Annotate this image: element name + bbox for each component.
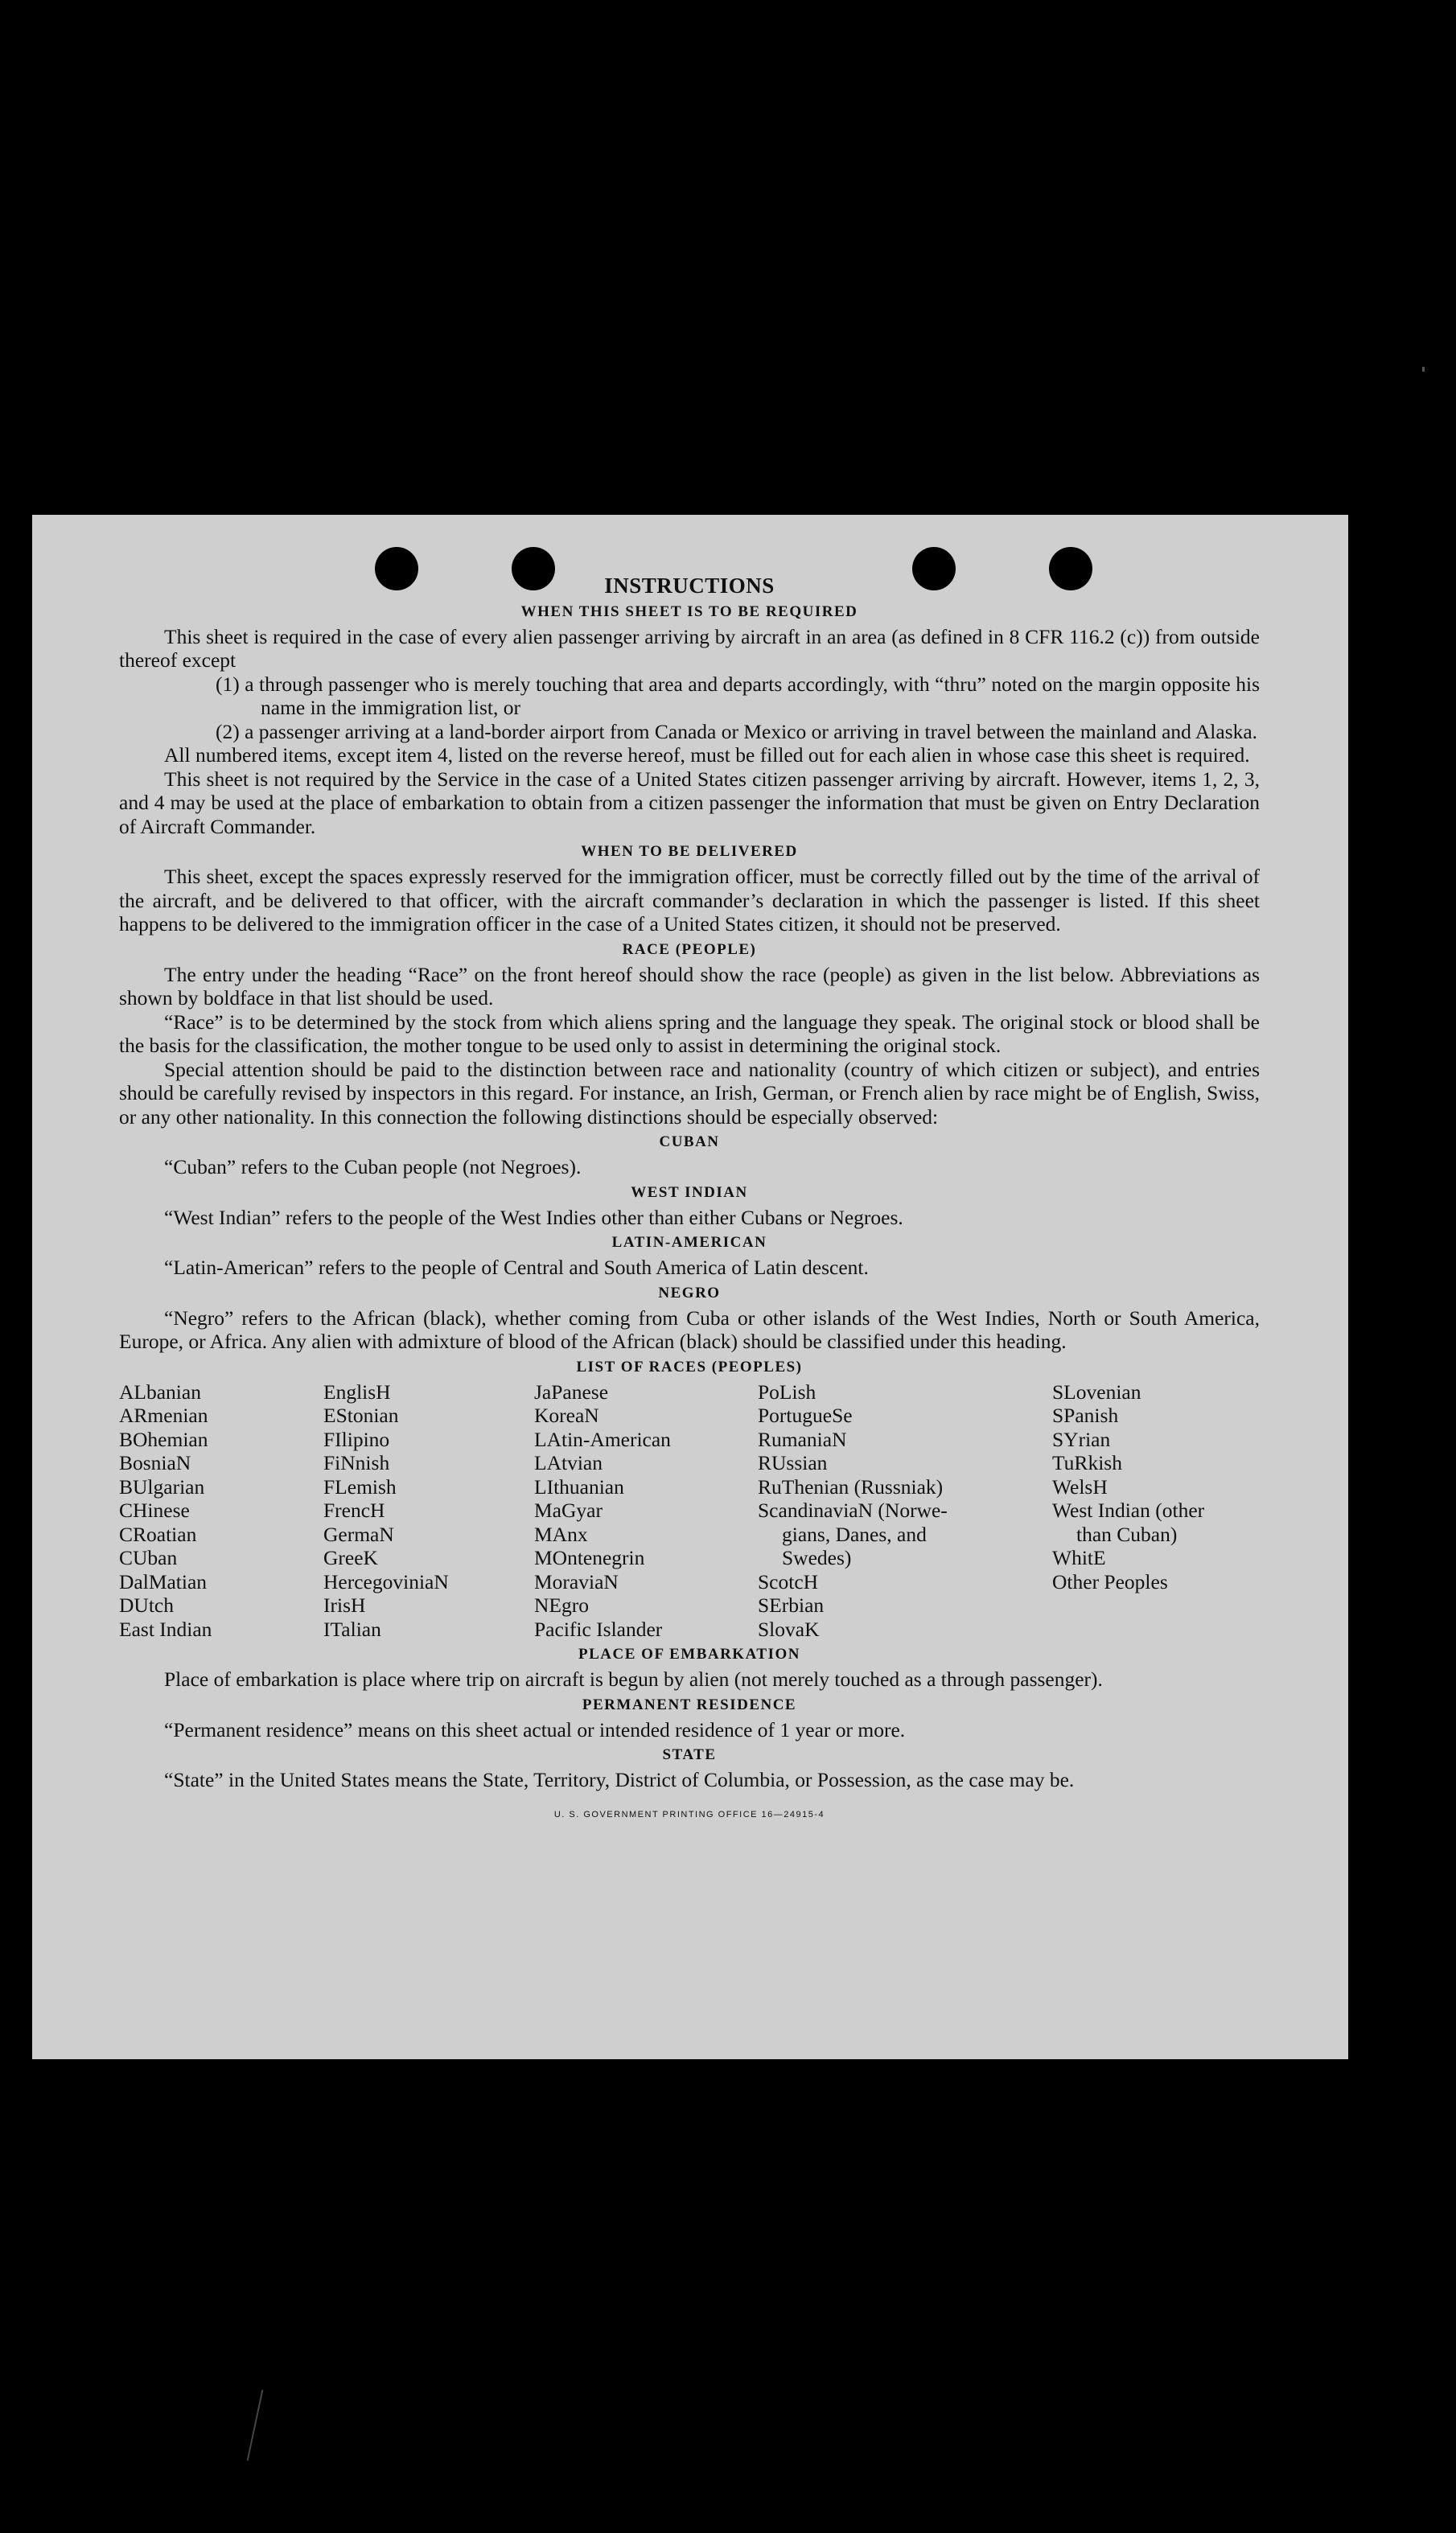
printer-imprint: U. S. GOVERNMENT PRINTING OFFICE 16—24915-4 xyxy=(553,1809,825,1820)
paragraph: “Race” is to be determined by the stock from which aliens spring and the language they speak. The original stock or blood shall be the basis for the classification, the mother tongue to be used only to assist in determining the original stock. xyxy=(119,1009,1260,1057)
race-entry: Pacific Islander xyxy=(534,1617,663,1641)
race-entry: FiNnish xyxy=(323,1451,390,1474)
race-entry: SPanish xyxy=(1052,1404,1119,1427)
races-list xyxy=(119,1380,1260,1642)
scan-speck xyxy=(247,2390,264,2461)
section-heading-latin-american: LATIN-AMERICAN xyxy=(611,1234,767,1251)
races-column xyxy=(323,1380,534,1642)
section-heading-embarkation: PLACE OF EMBARKATION xyxy=(578,1646,800,1663)
race-entry: SlovaK xyxy=(758,1617,820,1641)
race-entry: TuRkish xyxy=(1052,1451,1122,1474)
race-entry: MAnx xyxy=(534,1522,588,1546)
race-entry: SLovenian xyxy=(1052,1380,1141,1404)
race-entry: EStonian xyxy=(323,1404,399,1427)
race-entry: Other Peoples xyxy=(1052,1569,1168,1593)
section-heading-cuban: CUBAN xyxy=(659,1133,720,1150)
race-entry: PoLish xyxy=(758,1380,816,1404)
race-entry: West Indian (other xyxy=(1052,1499,1205,1522)
section-heading-residence: PERMANENT RESIDENCE xyxy=(582,1696,797,1713)
race-entry: WelsH xyxy=(1052,1474,1108,1499)
race-entry: ARmenian xyxy=(119,1404,208,1427)
race-entry: CUban xyxy=(119,1546,178,1569)
race-entry: JaPanese xyxy=(534,1380,609,1404)
race-entry: LAtvian xyxy=(534,1451,603,1474)
race-entry: LAtin-American xyxy=(534,1427,671,1451)
race-entry: HercegoviniaN xyxy=(323,1569,449,1593)
exception-item-2: (2) a passenger arriving at a land-border airport from Canada or Mexico or arriving in travel between the mainland and Alaska. xyxy=(216,719,1258,743)
paragraph: This sheet is required in the case of every alien passenger arriving by aircraft in an area (as defined in 8 CFR 116.2 (c)) from outside thereof except xyxy=(119,624,1260,672)
race-entry: GreeK xyxy=(323,1546,378,1569)
race-entry: FIlipino xyxy=(323,1427,390,1451)
race-entry: RumaniaN xyxy=(758,1427,847,1451)
race-entry: KoreaN xyxy=(534,1404,599,1427)
page-title: INSTRUCTIONS xyxy=(604,574,775,598)
paragraph: “Cuban” refers to the Cuban people (not Negroes). xyxy=(164,1155,582,1178)
section-heading-race: RACE (PEOPLE) xyxy=(622,940,757,958)
race-entry: RuThenian (Russniak) xyxy=(758,1474,944,1499)
paragraph: Place of embarkation is place where trip on aircraft is begun by alien (not merely touched as a through passenger). xyxy=(164,1667,1103,1691)
race-entry: FLemish xyxy=(323,1474,397,1499)
race-entry: FrencH xyxy=(323,1499,385,1522)
race-entry: CRoatian xyxy=(119,1522,197,1546)
race-entry: IrisH xyxy=(323,1593,366,1617)
races-column xyxy=(758,1380,1052,1642)
race-entry: NEgro xyxy=(534,1593,589,1617)
race-entry: GermaN xyxy=(323,1522,394,1546)
race-entry: ScandinaviaN (Norwe- xyxy=(758,1499,948,1522)
section-heading-state: STATE xyxy=(662,1746,717,1763)
race-entry: MaGyar xyxy=(534,1499,603,1522)
scan-speck xyxy=(1422,367,1425,372)
paragraph: “State” in the United States means the State, Territory, District of Columbia, or Possession, as the case may be. xyxy=(164,1768,1075,1791)
paragraph: “Permanent residence” means on this sheet actual or intended residence of 1 year or more. xyxy=(164,1717,906,1741)
race-entry: EnglisH xyxy=(323,1380,391,1404)
race-entry: WhitE xyxy=(1052,1546,1106,1569)
section-heading-when-delivered: WHEN TO BE DELIVERED xyxy=(581,843,798,860)
race-entry: LIthuanian xyxy=(534,1474,624,1499)
races-column xyxy=(1052,1380,1294,1642)
race-entry: BUlgarian xyxy=(119,1474,205,1499)
paragraph: “Negro” refers to the African (black), whether coming from Cuba or other islands of the West Indies, North or South America, Europe, or Africa. Any alien with admixture of blood of the African (black) should be classified under this heading. xyxy=(119,1306,1260,1353)
race-entry: ITalian xyxy=(323,1617,381,1641)
paragraph: “West Indian” refers to the people of the West Indies other than either Cubans or Negroes. xyxy=(164,1205,903,1229)
instructions-content xyxy=(119,574,1260,1827)
race-entry: CHinese xyxy=(119,1499,190,1522)
race-entry: East Indian xyxy=(119,1617,212,1641)
paragraph: Special attention should be paid to the distinction between race and nationality (country of which citizen or subject), and entries should be carefully revised by inspectors in this regard. For instance, an Irish, German, or French alien by race might be of English, Swiss, or any other nationality. In this connection the following distinctions should be especially observed: xyxy=(119,1057,1260,1129)
race-entry: BosniaN xyxy=(119,1451,191,1474)
race-entry: PortugueSe xyxy=(758,1404,853,1427)
race-entry: ScotcH xyxy=(758,1569,819,1593)
exception-item-1: (1) a through passenger who is merely touching that area and departs accordingly, with “thru” noted on the margin opposite his name in the immigration list, or xyxy=(216,672,1260,719)
race-entry: RUssian xyxy=(758,1451,828,1474)
race-entry: DUtch xyxy=(119,1593,174,1617)
section-heading-when-required: WHEN THIS SHEET IS TO BE REQUIRED xyxy=(520,602,858,620)
instruction-sheet xyxy=(32,515,1348,2059)
paragraph: This sheet, except the spaces expressly reserved for the immigration officer, must be correctly filled out by the time of the arrival of the aircraft, and be delivered to that officer, with the aircraft commander’s declaration in which the passenger is listed. If this sheet happens to be delivered to the immigration officer in the case of a United States citizen, it should not be preserved. xyxy=(119,865,1260,935)
section-heading-races-list: LIST OF RACES (PEOPLES) xyxy=(576,1358,803,1375)
race-entry: MOntenegrin xyxy=(534,1546,645,1569)
paragraph: This sheet is not required by the Service in the case of a United States citizen passenger arriving by aircraft. However, items 1, 2, 3, and 4 may be used at the place of embarkation to obtain from a citizen passenger the information that must be given on Entry Declaration of Aircraft Commander. xyxy=(119,767,1260,838)
section-heading-negro: NEGRO xyxy=(658,1284,721,1301)
section-heading-west-indian: WEST INDIAN xyxy=(631,1183,748,1201)
races-column xyxy=(119,1380,323,1642)
race-entry: BOhemian xyxy=(119,1427,208,1451)
race-entry: Swedes) xyxy=(782,1546,852,1569)
race-entry: SErbian xyxy=(758,1593,825,1617)
race-entry: than Cuban) xyxy=(1076,1522,1178,1546)
paragraph: “Latin-American” refers to the people of Central and South America of Latin descent. xyxy=(164,1256,869,1279)
paragraph: The entry under the heading “Race” on the front hereof should show the race (people) as given in the list below. Abbreviations as shown by boldface in that list should be used. xyxy=(119,962,1260,1009)
race-entry: MoraviaN xyxy=(534,1569,619,1593)
race-entry: gians, Danes, and xyxy=(782,1522,927,1546)
race-entry: SYrian xyxy=(1052,1427,1111,1451)
races-column xyxy=(534,1380,758,1642)
paragraph: All numbered items, except item 4, listed on the reverse hereof, must be filled out for each alien in whose case this sheet is required. xyxy=(164,743,1250,767)
race-entry: ALbanian xyxy=(119,1380,201,1404)
race-entry: DalMatian xyxy=(119,1569,208,1593)
